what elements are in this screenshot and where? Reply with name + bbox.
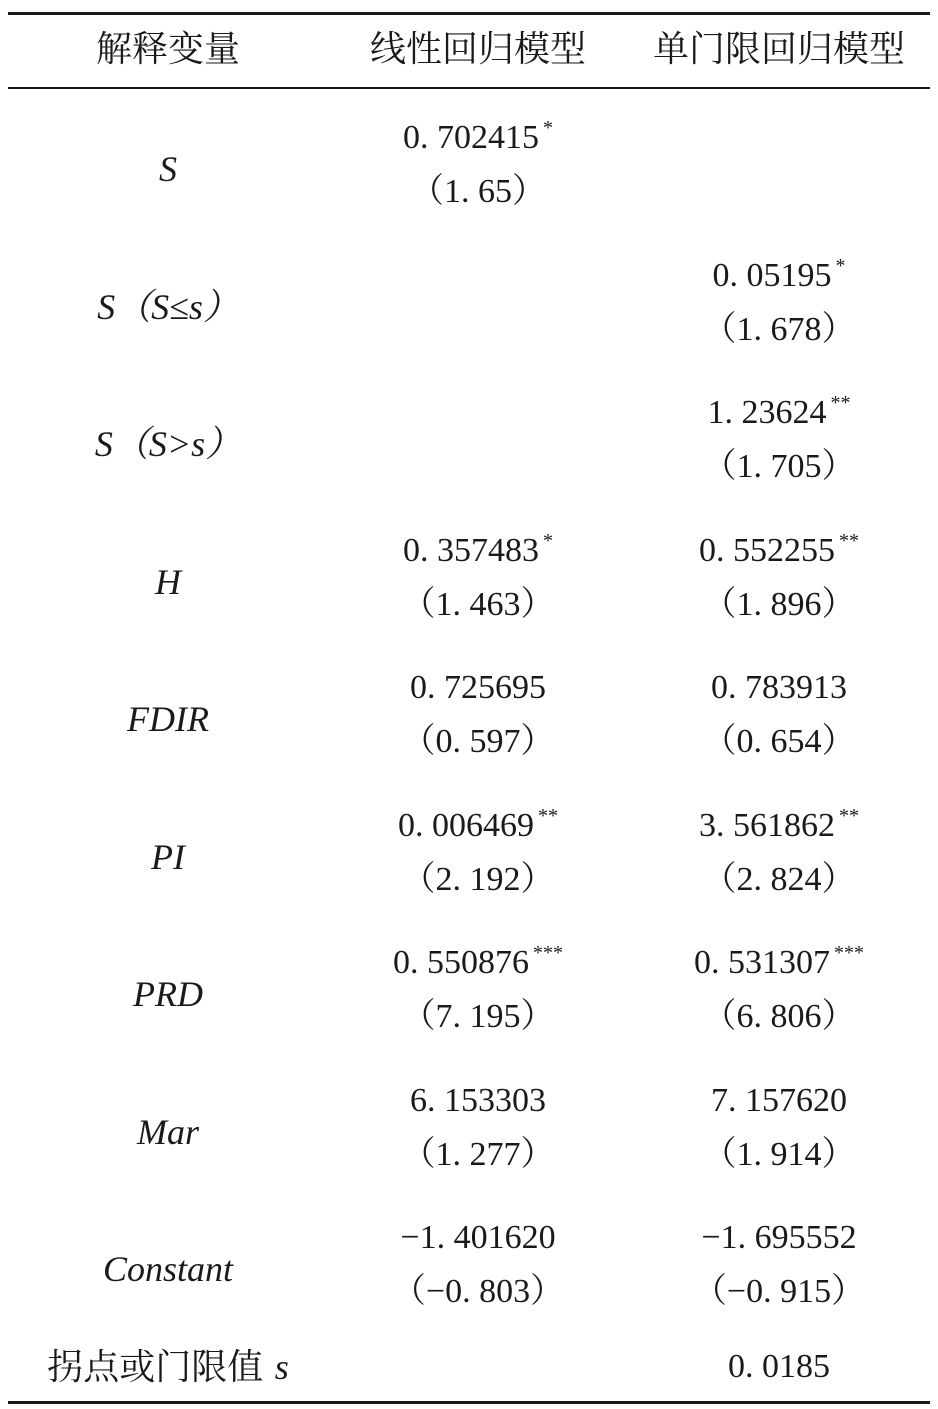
variable-cell [8,513,328,651]
t-statistic: （0. 597） [401,723,555,760]
table-row [8,788,930,926]
coefficient [328,804,628,848]
significance-stars: * [543,529,553,552]
table-row [8,513,930,651]
linear-model-cell [328,1200,628,1338]
coefficient-value: 7. 157620 [711,1081,847,1119]
table-row [8,650,930,788]
threshold-model-cell [628,1063,930,1201]
coefficient-value: 0. 357483 [403,531,539,569]
t-statistic: （1. 65） [410,173,546,210]
variable-cell [8,100,328,238]
linear-model-cell [328,100,628,238]
threshold-model-cell [628,375,930,513]
variable-cell [8,375,328,513]
linear-model-cell [328,1063,628,1201]
coefficient-value: 3. 561862 [699,806,835,844]
t-statistic: （2. 824） [702,860,856,898]
t-statistic: （1. 914） [702,1135,856,1173]
variable-name: FDIR [127,699,209,739]
variable-cell [8,925,328,1063]
t-statistic: （−0. 803） [391,1273,565,1310]
t-statistic: （1. 463） [401,585,555,623]
coefficient-value: 0. 783913 [711,669,847,706]
header-explanatory-variable: 解释变量 [95,29,240,70]
coefficient [628,804,930,848]
linear-model-cell [328,788,628,926]
coefficient [328,666,628,710]
variable-cell [8,1063,328,1201]
coefficient [328,1216,628,1260]
coefficient [628,529,930,573]
threshold-label [8,1342,328,1392]
significance-stars: ** [538,804,558,827]
variable-name: S [159,149,177,189]
coefficient [328,1079,628,1123]
coefficient-value: 0. 05195 [712,256,832,294]
coefficient [628,1079,930,1123]
table-row [8,1063,930,1201]
threshold-model-cell [628,1200,930,1338]
t-statistic: （7. 195） [401,998,555,1035]
variable-name: H [155,561,181,602]
significance-stars: ** [830,392,851,414]
significance-stars: * [835,254,846,277]
coefficient [628,1216,930,1260]
significance-stars: *** [834,942,864,964]
header-linear-model: 线性回归模型 [369,29,586,70]
variable-name: Mar [137,1111,199,1152]
variable-name: Constant [102,1249,234,1289]
table-row [8,375,930,513]
variable-name: S（S>s） [94,424,242,464]
coefficient [628,254,930,298]
coefficient [628,391,930,435]
table-row [8,100,930,238]
coefficient-value: 1. 23624 [707,394,827,431]
variable-name: PRD [133,974,203,1014]
t-statistic: （−0. 915） [692,1273,866,1310]
significance-stars: ** [839,529,859,552]
coefficient-value: 0. 006469 [398,806,534,844]
coefficient [328,529,628,573]
coefficient-value: 0. 702415 [403,119,539,156]
header-rule [8,87,930,89]
coefficient-value: 6. 153303 [410,1081,546,1119]
linear-model-cell [328,375,628,513]
significance-stars: ** [839,804,859,827]
variable-cell [8,650,328,788]
variable-cell [8,788,328,926]
coefficient-value: 0. 725695 [410,669,546,706]
significance-stars: * [543,117,553,139]
threshold-row [8,1336,930,1396]
t-statistic: （1. 896） [702,585,856,623]
coefficient [628,666,930,710]
variable-name: PI [151,836,185,877]
bottom-rule [8,1401,930,1404]
table-row [8,238,930,376]
threshold-label-var: s [274,1347,289,1387]
header-single-threshold-model: 单门限回归模型 [652,29,905,70]
t-statistic: （0. 654） [702,723,856,760]
threshold-value-model2: 0. 0185 [728,1348,830,1385]
coefficient [328,941,628,985]
table-row [8,925,930,1063]
coefficient [628,941,930,985]
linear-model-cell [328,513,628,651]
linear-model-cell [328,238,628,376]
table-row [8,1200,930,1338]
coefficient-value: −1. 401620 [400,1219,556,1256]
threshold-model-cell [628,788,930,926]
variable-cell [8,238,328,376]
t-statistic: （1. 678） [702,310,856,348]
t-statistic: （1. 277） [401,1135,555,1173]
coefficient-value: 0. 531307 [694,944,830,981]
linear-model-cell [328,925,628,1063]
threshold-model-cell [628,100,930,238]
variable-cell [8,1200,328,1338]
threshold-model-cell [628,513,930,651]
t-statistic: （1. 705） [702,448,856,485]
variable-name: S（S≤s） [97,286,239,327]
coefficient-value: 0. 552255 [699,531,835,569]
coefficient [328,116,628,160]
t-statistic: （2. 192） [401,860,555,898]
threshold-model-cell [628,925,930,1063]
significance-stars: *** [533,942,563,964]
threshold-label-text: 拐点或门限值 [47,1347,264,1388]
threshold-model-cell [628,650,930,788]
threshold-model-cell [628,238,930,376]
t-statistic: （6. 806） [702,998,856,1035]
top-rule [8,12,930,15]
coefficient-value: 0. 550876 [393,944,529,981]
linear-model-cell [328,650,628,788]
coefficient-value: −1. 695552 [701,1219,857,1256]
